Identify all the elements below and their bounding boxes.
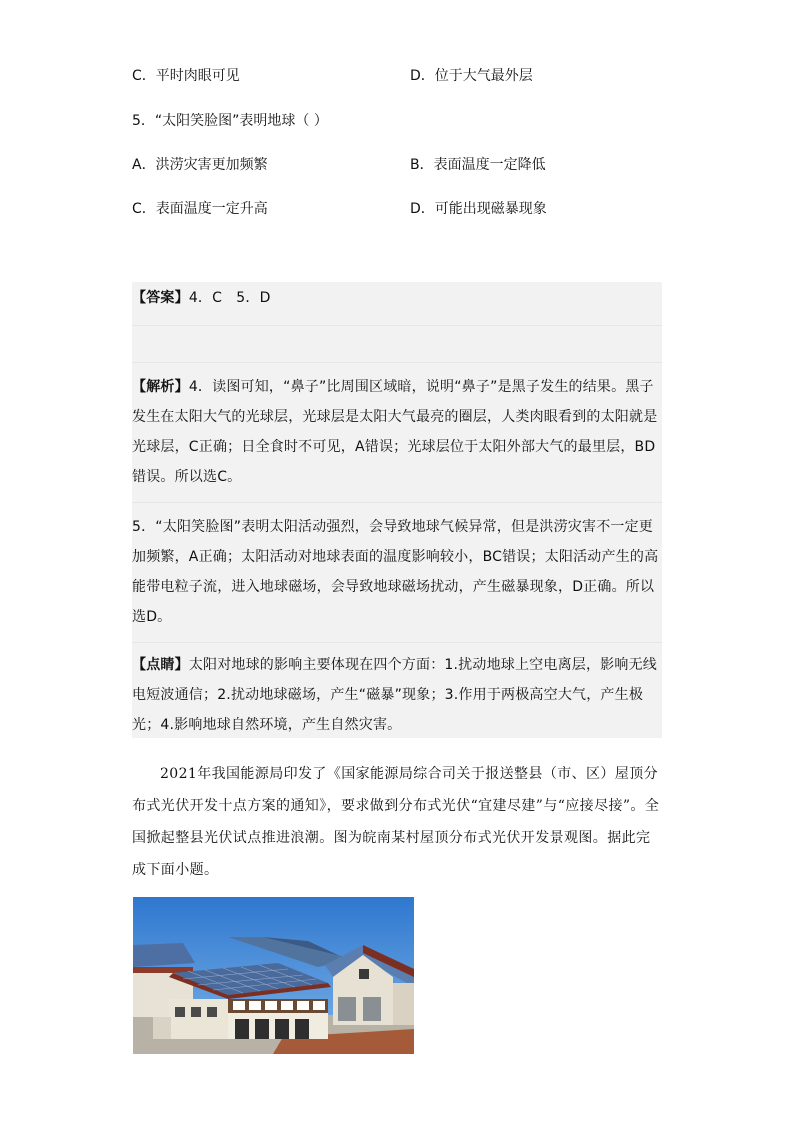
comment-tag: 【点睛】 — [132, 657, 189, 673]
panel-divider — [132, 325, 662, 326]
answer-text: 4．C 5．D — [188, 290, 271, 306]
intro-paragraph: 2021年我国能源局印发了《国家能源局综合司关于报送整县（市、区）屋顶分布式光伏开发十点方案的通知》，要求做到分布式光伏“宜建尽建”与“应接尽接”。全国掀起整县光伏试点推进浪潮。图为皖南某村屋顶分布式光伏开发景观图。据此完成下面小题。 — [132, 766, 660, 878]
window — [359, 969, 369, 979]
rooftop-solar-photo — [133, 897, 414, 1054]
q5-option-b: B．表面温度一定降低 — [410, 157, 546, 173]
q4-option-d: D．位于大气最外层 — [410, 68, 533, 84]
panel-divider — [132, 362, 662, 363]
analysis-q4 — [132, 372, 662, 492]
building-wall — [169, 999, 229, 1039]
garage-door — [338, 997, 356, 1021]
building-wall — [393, 983, 414, 1025]
q5-option-d: D．可能出现磁暴现象 — [410, 201, 547, 217]
panel-divider — [132, 642, 662, 643]
rooftop-solar-illustration — [133, 897, 414, 1054]
panel-divider — [132, 502, 662, 503]
answer-tag: 【答案】 — [132, 290, 189, 306]
analysis-q4-text: 4．读图可知，“鼻子”比周围区域暗，说明“鼻子”是黑子发生的结果。黑子发生在太阳大气的光球层，光球层是太阳大气最亮的圈层，人类肉眼看到的太阳就是光球层，C正确；日全食时不可见，A错误；光球层位于太阳外部大气的最里层，BD错误。所以选C。 — [132, 379, 658, 485]
q5-option-c: C．表面温度一定升高 — [132, 201, 268, 217]
analysis-q5: 5．“太阳笑脸图”表明太阳活动强烈，会导致地球气候异常，但是洪涝灾害不一定更加频繁，A正确；太阳活动对地球表面的温度影响较小，BC错误；太阳活动产生的高能带电粒子流，进入地球磁场，会导致地球磁场扰动，产生磁暴现象，D正确。所以选D。 — [132, 519, 659, 625]
shed — [153, 1017, 171, 1039]
q4-option-c: C．平时肉眼可见 — [132, 68, 240, 84]
garage-door — [363, 997, 381, 1021]
q5-stem: 5．“太阳笑脸图”表明地球（ ） — [132, 113, 328, 129]
q5-option-a: A．洪涝灾害更加频繁 — [132, 157, 268, 173]
comment-text: 太阳对地球的影响主要体现在四个方面：1.扰动地球上空电离层，影响无线电短波通信；2.扰动地球磁场，产生“磁暴”现象；3.作用于两极高空大气，产生极光；4.影响地球自然环境，产生自然灾害。 — [132, 657, 657, 733]
comment-block — [132, 650, 662, 740]
analysis-tag: 【解析】 — [132, 379, 189, 395]
answer-line — [132, 283, 662, 313]
side-windows — [175, 1007, 217, 1017]
